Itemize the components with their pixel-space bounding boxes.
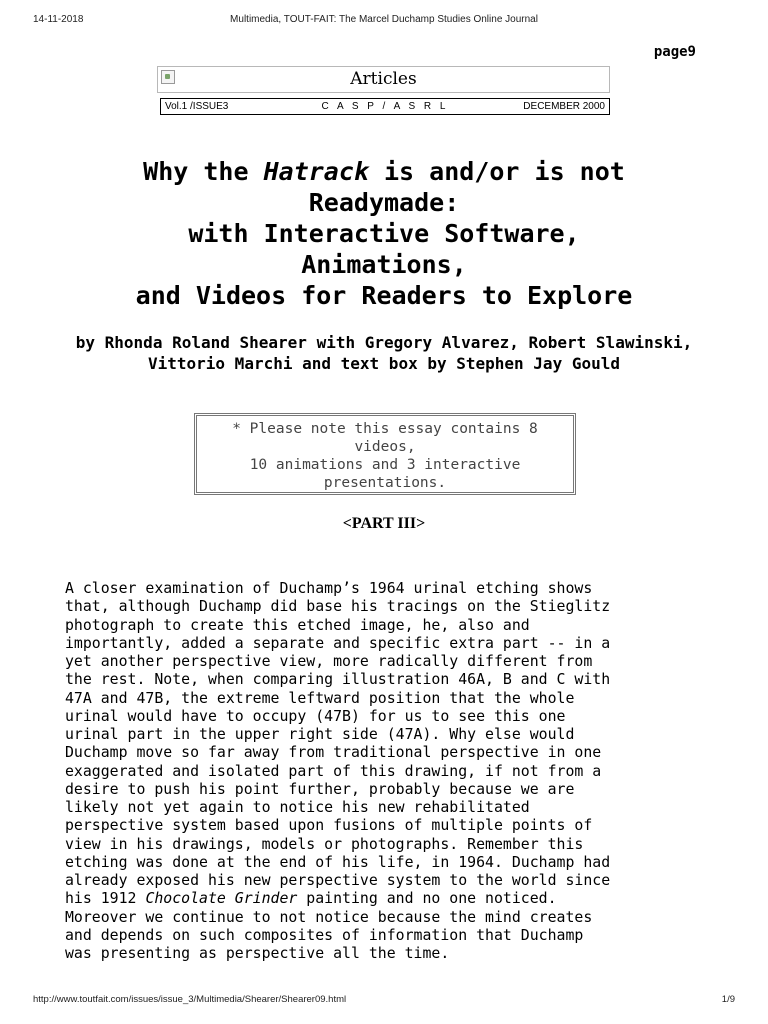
body-line-post: painting and no one noticed.: [297, 889, 557, 908]
body-line: etching was done at the end of his life, in 1964. Duchamp had: [65, 852, 611, 871]
body-line: and depends on such composites of information that Duchamp: [65, 925, 584, 944]
issue-volume: Vol.1 /ISSUE3: [165, 101, 229, 112]
body-line: the rest. Note, when comparing illustration 46A, B and C with: [65, 670, 611, 689]
title-line1-rest: is and/or is not: [368, 157, 625, 186]
body-line: 47A and 47B, the extreme leftward position that the whole: [65, 688, 575, 707]
issue-date: DECEMBER 2000: [523, 101, 605, 112]
body-line: desire to push his point further, probably because we are: [65, 779, 575, 798]
title-line4: Animations,: [301, 250, 467, 279]
artwork-title: Chocolate Grinder: [145, 889, 298, 908]
body-line: likely not yet again to notice his new rehabilitated: [65, 798, 530, 816]
body-line: exaggerated and isolated part of this drawing, if not from a: [65, 761, 602, 780]
issue-info-bar: [160, 98, 610, 115]
articles-banner: [157, 66, 610, 93]
title-line3: with Interactive Software,: [188, 219, 580, 248]
body-line: was presenting as perspective all the time.: [65, 944, 450, 962]
body-line: perspective system based upon fusions of multiple points of: [65, 816, 593, 835]
article-title: [40, 156, 728, 311]
page-number-label: page9: [653, 44, 696, 60]
body-line: Moreover we continue to not notice because the mind creates: [65, 907, 593, 926]
body-line: urinal part in the upper right side (47A). Why else would: [65, 725, 575, 743]
body-line: that, although Duchamp did base his tracings on the Stieglitz: [65, 597, 611, 616]
body-paragraph: [65, 579, 725, 962]
body-line-pre: his 1912: [65, 889, 146, 908]
body-line: urinal would have to occupy (47B) for us to see this one: [65, 706, 566, 725]
body-line: Duchamp move so far away from traditional perspective in one: [65, 743, 602, 762]
media-notice-box: [194, 413, 576, 495]
notice-line: * Please note this essay contains 8: [232, 421, 538, 437]
notice-line: 10 animations and 3 interactive: [249, 457, 521, 473]
body-line: yet another perspective view, more radically different from: [65, 652, 593, 670]
print-page-title: Multimedia, TOUT-FAIT: The Marcel Duchamp Studies Online Journal: [230, 14, 538, 25]
title-line2: Readymade:: [308, 188, 460, 217]
body-line: A closer examination of Duchamp’s 1964 urinal etching shows: [65, 579, 593, 597]
print-page-count: 1/9: [721, 994, 735, 1005]
body-line: view in his drawings, models or photographs. Remember this: [65, 834, 584, 853]
author-byline: by Rhonda Roland Shearer with Gregory Alvarez, Robert Slawinski, Vittorio Marchi and text box by Stephen Jay Gould: [75, 333, 693, 373]
title-pre: Why the: [143, 157, 264, 186]
body-line: importantly, added a separate and specific extra part -- in a: [65, 633, 611, 652]
notice-line: videos,: [354, 439, 416, 455]
title-italic: Hatrack: [263, 157, 369, 186]
print-date: 14-11-2018: [33, 14, 84, 25]
title-line5: and Videos for Readers to Explore: [135, 281, 633, 310]
issue-org: C A S P / A S R L: [321, 101, 449, 112]
body-line: photograph to create this etched image, he, also and: [65, 615, 530, 634]
body-line: already exposed his new perspective system to the world since: [65, 871, 611, 889]
notice-line: presentations.: [323, 475, 447, 491]
section-heading: <PART III>: [342, 515, 426, 532]
banner-title: Articles: [350, 69, 417, 89]
page-url: http://www.toutfait.com/issues/issue_3/Multimedia/Shearer/Shearer09.html: [33, 994, 347, 1005]
